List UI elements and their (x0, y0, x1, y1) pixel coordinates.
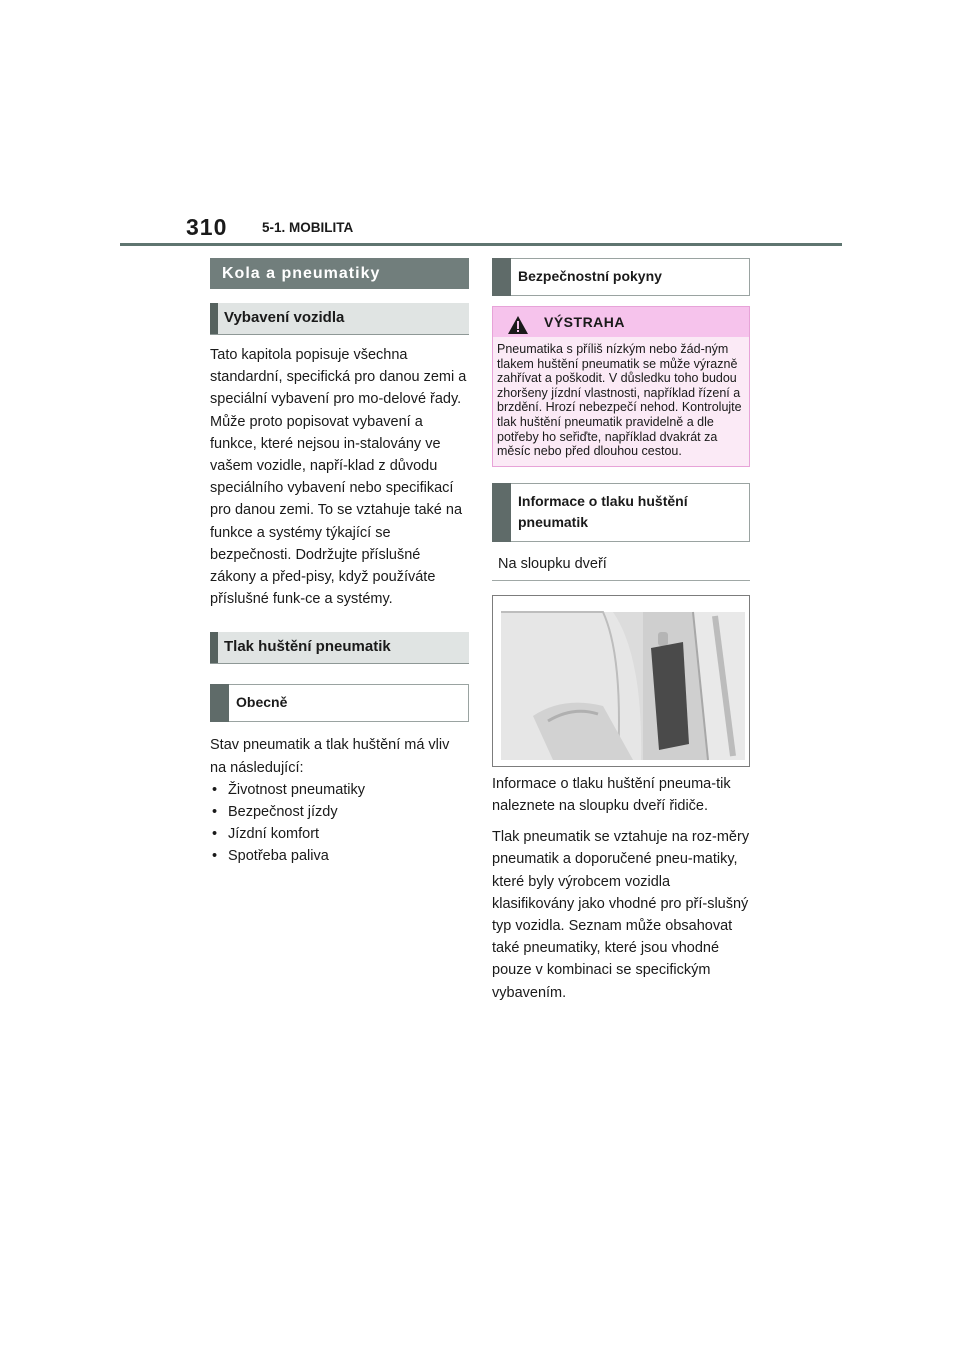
section-title-pressure-info: Informace o tlaku huštění pneumatik (492, 483, 750, 542)
list-item: • Spotřeba paliva (210, 845, 469, 867)
header-rule (120, 243, 842, 246)
warning-header (493, 307, 749, 337)
list-item: • Bezpečnost jízdy (210, 801, 469, 823)
bullet-list (210, 779, 469, 867)
chapter-title: 5-1. MOBILITA (262, 220, 354, 235)
list-item: • Jízdní komfort (210, 823, 469, 845)
warning-box (492, 306, 750, 467)
figure-caption: Na sloupku dveří (492, 552, 750, 581)
lead-text: Stav pneumatik a tlak huštění má vliv na následující: (210, 737, 450, 776)
left-column (210, 258, 469, 867)
warning-triangle-icon (507, 315, 529, 335)
intro-paragraph: Tato kapitola popisuje všechna standardní, specifická pro danou zemi a speciální vybavení pro mo-delové řady. Může proto popisovat vybavení a funkce, které nejsou in-stalovány ve vašem vozidle, napří-klad z důvodu speciálního vybavení nebo specifikací pro danou zemi. To se vztahuje také na funkce a systémy týkající se bezpečnosti. Dodržujte příslušné zákony a před-pisy, když používáte příslušné funk-ce a systémy. (210, 347, 467, 608)
warning-label: VÝSTRAHA (544, 314, 626, 330)
door-pillar-image (493, 596, 749, 766)
door-pillar-illustration (492, 595, 750, 767)
section-title-vehicle-equipment: Vybavení vozidla (210, 303, 469, 335)
chapter-banner: Kola a pneumatiky (210, 258, 469, 289)
section-title-safety: Bezpečnostní pokyny (492, 258, 750, 296)
info-paragraph-1: Informace o tlaku huštění pneuma-tik naleznete na sloupku dveří řidiče. (492, 775, 731, 814)
warning-text: Pneumatika s příliš nízkým nebo žád-ným tlakem huštění pneumatik se může výrazně zahřívat a poškodit. V důsledku toho budou zhoršeny jízdní vlastnosti, například řízení a brzdění. Hrozí nebezpečí nehod. Kontrolujte tlak huštění pneumatik pravidelně a dle potřeby ho seřiďte, například dvakrát za měsíc nebo před dlouhou cestou. (497, 342, 742, 459)
right-column (492, 258, 750, 1004)
subsection-title-general: Obecně (210, 684, 469, 722)
section-title-tire-pressure: Tlak huštění pneumatik (210, 632, 469, 664)
info-paragraph-2: Tlak pneumatik se vztahuje na roz-měry pneumatik a doporučené pneu-matiky, které byly výrobcem vozidla klasifikovány jako vhodné pro pří-slušný typ vozidla. Seznam může obsahovat také pneumatiky, které jsou vhodné pouze v kombinaci se specifickým vybavením. (492, 829, 750, 1001)
list-item: • Životnost pneumatiky (210, 779, 469, 801)
page-number: 310 (186, 214, 228, 240)
